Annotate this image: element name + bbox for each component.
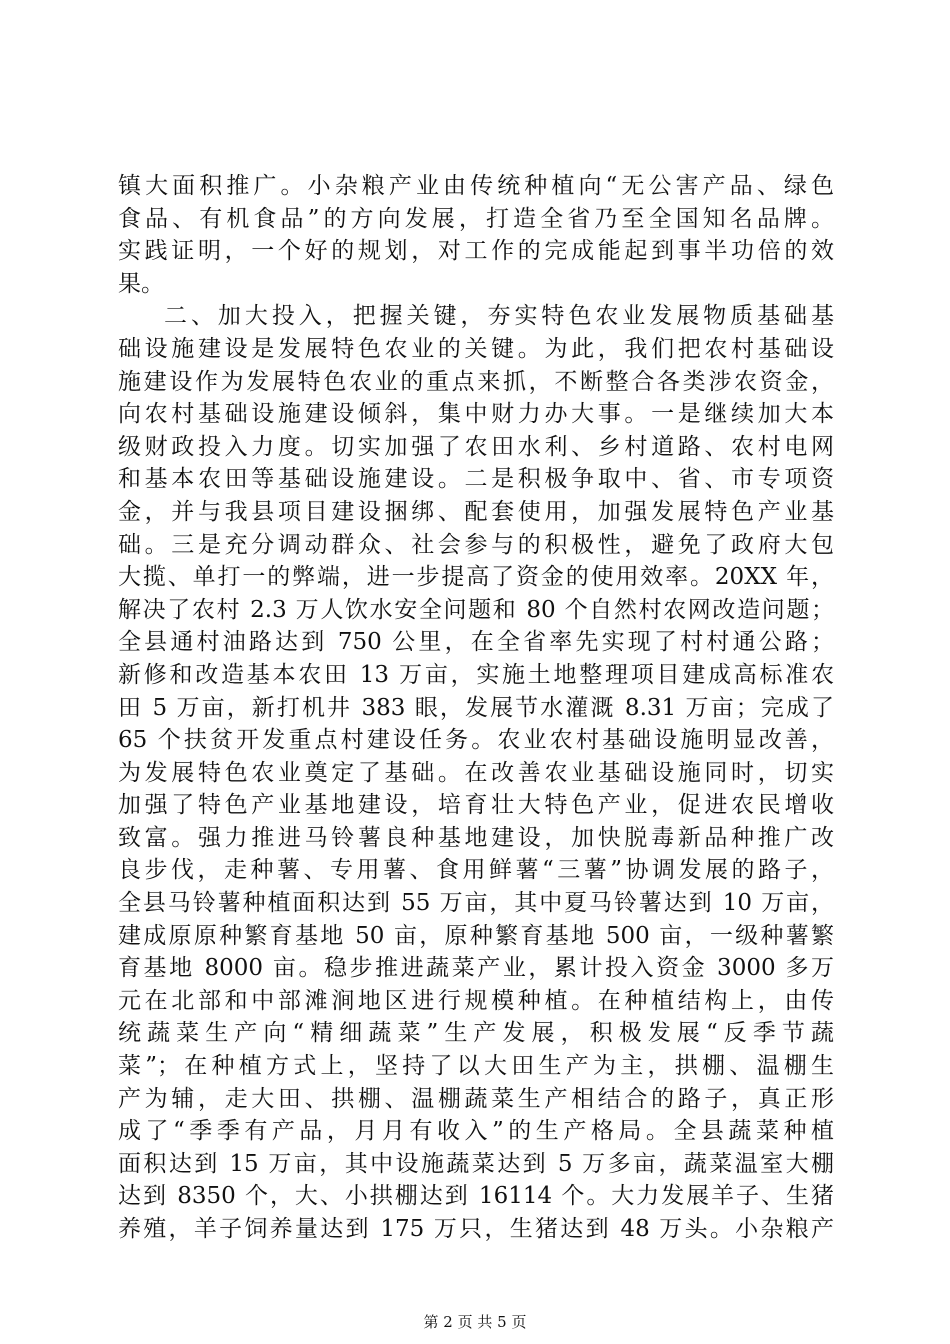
text-line: 金，并与我县项目建设捆绑、配套使用，加强发展特色产业基 [118, 498, 834, 525]
text-line: 育基地 8000 亩。稳步推进蔬菜产业，累计投入资金 3000 多万 [118, 955, 834, 982]
text-line: 实践证明，一个好的规划，对工作的完成能起到事半功倍的效 [118, 238, 834, 265]
text-line: 加强了特色产业基地建设，培育壮大特色产业，促进农民增收 [118, 792, 834, 819]
text-line: 元在北部和中部滩涧地区进行规模种植。在种植结构上，由传 [118, 987, 834, 1014]
text-line: 解决了农村 2.3 万人饮水安全问题和 80 个自然村农网改造问题； [118, 596, 834, 623]
text-line: 统蔬菜生产向“精细蔬菜”生产发展，积极发展“反季节蔬 [118, 1020, 834, 1047]
text-line: 级财政投入力度。切实加强了农田水利、乡村道路、农村电网 [118, 433, 834, 460]
text-line: 大揽、单打一的弊端，进一步提高了资金的使用效率。20XX 年， [118, 564, 834, 591]
text-line: 良步伐，走种薯、专用薯、食用鲜薯“三薯”协调发展的路子， [118, 857, 834, 884]
text-line: 养殖，羊子饲养量达到 175 万只，生猪达到 48 万头。小杂粮产 [118, 1216, 834, 1242]
text-line: 果。 [118, 270, 164, 297]
text-line: 施建设作为发展特色农业的重点来抓，不断整合各类涉农资金， [118, 368, 834, 395]
page-number-footer: 第 2 页 共 5 页 [423, 1313, 527, 1331]
text-line: 础设施建设是发展特色农业的关键。为此，我们把农村基础设 [118, 335, 834, 362]
text-line: 二、加大投入，把握关键，夯实特色农业发展物质基础基 [164, 303, 834, 330]
text-line: 向农村基础设施建设倾斜，集中财力办大事。一是继续加大本 [118, 401, 834, 428]
text-line: 达到 8350 个，大、小拱棚达到 16114 个。大力发展羊子、生猪 [118, 1183, 834, 1210]
text-line: 面积达到 15 万亩，其中设施蔬菜达到 5 万多亩，蔬菜温室大棚 [118, 1150, 834, 1177]
text-line: 础。三是充分调动群众、社会参与的积极性，避免了政府大包 [118, 531, 834, 558]
text-line: 食品、有机食品”的方向发展，打造全省乃至全国知名品牌。 [118, 205, 834, 232]
text-line: 和基本农田等基础设施建设。二是积极争取中、省、市专项资 [118, 466, 834, 493]
text-line: 菜”；在种植方式上，坚持了以大田生产为主，拱棚、温棚生 [118, 1053, 834, 1080]
text-line: 田 5 万亩，新打机井 383 眼，发展节水灌溉 8.31 万亩；完成了 [118, 694, 834, 721]
text-line: 为发展特色农业奠定了基础。在改善农业基础设施同时，切实 [118, 759, 834, 786]
document-body [118, 170, 834, 1246]
text-line: 产为辅，走大田、拱棚、温棚蔬菜生产相结合的路子，真正形 [118, 1085, 834, 1112]
text-line: 新修和改造基本农田 13 万亩，实施土地整理项目建成高标准农 [118, 661, 834, 688]
text-line: 建成原原种繁育基地 50 亩，原种繁育基地 500 亩，一级种薯繁 [118, 922, 834, 949]
text-line: 全县通村油路达到 750 公里，在全省率先实现了村村通公路； [118, 629, 834, 656]
text-line: 65 个扶贫开发重点村建设任务。农业农村基础设施明显改善， [118, 727, 834, 754]
text-line: 成了“季季有产品，月月有收入”的生产格局。全县蔬菜种植 [118, 1118, 834, 1145]
text-line: 致富。强力推进马铃薯良种基地建设，加快脱毒新品种推广改 [118, 824, 834, 851]
text-line: 全县马铃薯种植面积达到 55 万亩，其中夏马铃薯达到 10 万亩， [118, 890, 834, 917]
text-line: 镇大面积推广。小杂粮产业由传统种植向“无公害产品、绿色 [118, 173, 834, 199]
